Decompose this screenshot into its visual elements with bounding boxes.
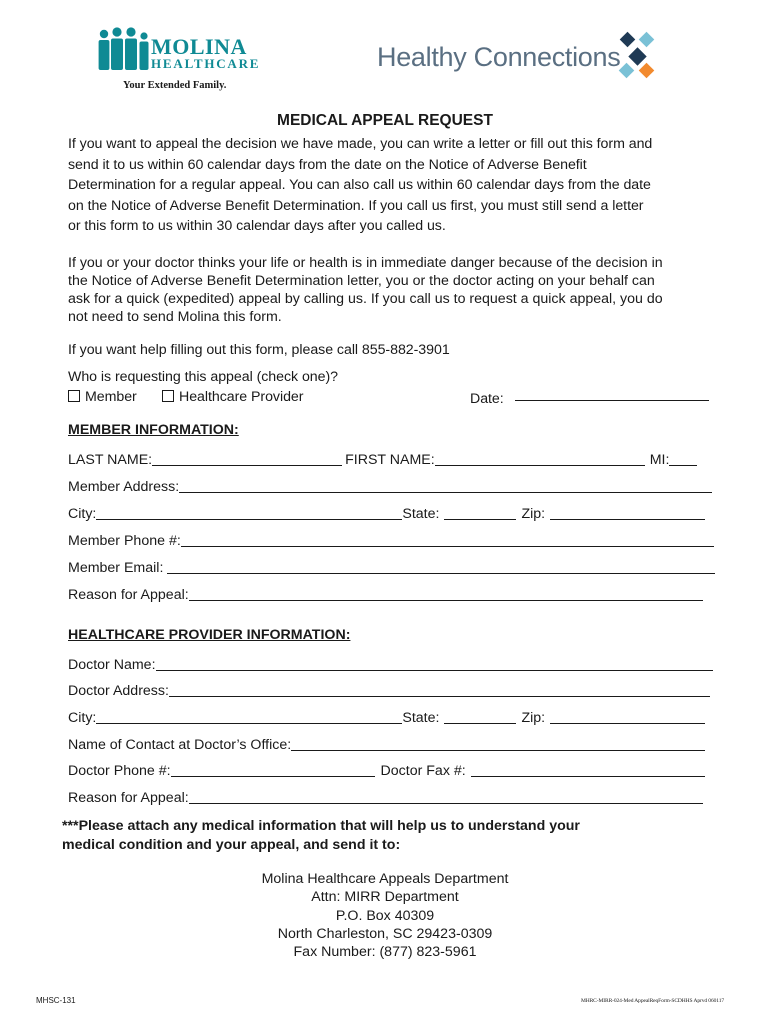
member-state-label: State: bbox=[402, 506, 440, 522]
member-info-heading: MEMBER INFORMATION: bbox=[68, 422, 239, 438]
doctor-state-input[interactable] bbox=[444, 710, 516, 724]
doctor-fax-label: Doctor Fax #: bbox=[380, 763, 466, 779]
doctor-zip-label: Zip: bbox=[521, 710, 546, 726]
member-email-row bbox=[68, 558, 715, 576]
first-name-input[interactable] bbox=[435, 452, 645, 466]
molina-people-icon bbox=[95, 26, 155, 74]
healthy-connections-wordmark: Healthy Connections bbox=[377, 42, 621, 72]
mailing-line: Fax Number: (877) 823-5961 bbox=[293, 944, 477, 961]
member-zip-input[interactable] bbox=[550, 506, 705, 520]
intro-p2-line: not need to send Molina this form. bbox=[68, 309, 282, 325]
doctor-phone-input[interactable] bbox=[171, 763, 375, 777]
attach-note-line: ***Please attach any medical information that will help us to understand your bbox=[62, 818, 580, 834]
member-zip-label: Zip: bbox=[521, 506, 546, 522]
doctor-state-label: State: bbox=[402, 710, 440, 726]
doctor-address-label: Doctor Address: bbox=[68, 683, 169, 699]
member-address-label: Member Address: bbox=[68, 479, 180, 495]
help-text: If you want help filling out this form, please call 855-882-3901 bbox=[68, 342, 450, 358]
intro-paragraph-1 bbox=[68, 134, 728, 237]
last-name-input[interactable] bbox=[152, 452, 342, 466]
last-name-label: LAST NAME: bbox=[68, 452, 153, 468]
intro-p1-line: or this form to us within 30 calendar days after you called us. bbox=[68, 218, 446, 234]
intro-p1-line: If you want to appeal the decision we have made, you can write a letter or fill out this form and bbox=[68, 136, 653, 152]
member-reason-input[interactable] bbox=[189, 587, 703, 601]
requester-question: Who is requesting this appeal (check one)? bbox=[68, 369, 338, 385]
mi-label: MI: bbox=[649, 452, 670, 468]
member-checkbox[interactable] bbox=[68, 390, 80, 402]
intro-p1-line: on the Notice of Adverse Benefit Determination. If you call us first, you must still send a letter bbox=[68, 197, 644, 214]
member-address-row bbox=[68, 477, 712, 495]
member-phone-input[interactable] bbox=[181, 533, 714, 547]
member-city-label: City: bbox=[68, 506, 97, 522]
provider-info-heading: HEALTHCARE PROVIDER INFORMATION: bbox=[68, 627, 351, 643]
mailing-address bbox=[0, 870, 770, 961]
member-reason-row bbox=[68, 585, 703, 603]
mailing-line: Molina Healthcare Appeals Department bbox=[261, 871, 509, 887]
doctor-fax-input[interactable] bbox=[471, 763, 705, 777]
doctor-city-input[interactable] bbox=[96, 710, 402, 724]
molina-subtitle: HEALTHCARE bbox=[151, 56, 261, 71]
attach-note bbox=[62, 817, 580, 855]
doctor-name-label: Doctor Name: bbox=[68, 657, 156, 673]
form-title: MEDICAL APPEAL REQUEST bbox=[277, 112, 493, 129]
intro-paragraph-2 bbox=[68, 254, 728, 326]
doctor-phone-fax-row bbox=[68, 761, 705, 779]
doctor-reason-row bbox=[68, 788, 703, 806]
doctor-reason-label: Reason for Appeal: bbox=[68, 790, 189, 806]
mi-input[interactable] bbox=[669, 452, 697, 466]
member-city-row bbox=[68, 504, 705, 522]
mailing-line: P.O. Box 40309 bbox=[335, 907, 435, 924]
doctor-address-input[interactable] bbox=[169, 683, 710, 697]
intro-p2-line: If you or your doctor thinks your life or health is in immediate danger because of the decision in bbox=[68, 255, 663, 271]
provider-option[interactable] bbox=[162, 387, 303, 408]
member-name-row bbox=[68, 450, 697, 468]
attach-note-line: medical condition and your appeal, and send it to: bbox=[62, 837, 401, 853]
member-reason-label: Reason for Appeal: bbox=[68, 587, 189, 603]
contact-row bbox=[68, 735, 705, 753]
member-phone-label: Member Phone #: bbox=[68, 533, 181, 549]
molina-logo bbox=[95, 26, 261, 98]
member-option-label: Member bbox=[85, 389, 137, 405]
contact-label: Name of Contact at Doctor’s Office: bbox=[68, 737, 292, 753]
provider-checkbox[interactable] bbox=[162, 390, 174, 402]
doctor-city-row bbox=[68, 708, 705, 726]
doctor-zip-input[interactable] bbox=[550, 710, 705, 724]
first-name-label: FIRST NAME: bbox=[345, 452, 435, 468]
mailing-line: North Charleston, SC 29423-0309 bbox=[277, 925, 493, 942]
member-email-label: Member Email: bbox=[68, 560, 164, 576]
provider-option-label: Healthcare Provider bbox=[179, 389, 304, 405]
healthy-connections-logo bbox=[377, 30, 662, 86]
member-option[interactable] bbox=[68, 387, 137, 408]
doctor-phone-label: Doctor Phone #: bbox=[68, 763, 171, 779]
molina-wordmark: MOLINA bbox=[151, 34, 247, 59]
molina-tagline: Your Extended Family. bbox=[123, 80, 227, 91]
member-address-input[interactable] bbox=[179, 479, 712, 493]
doctor-name-input[interactable] bbox=[156, 657, 713, 671]
member-state-input[interactable] bbox=[444, 506, 516, 520]
intro-p2-line: ask for a quick (expedited) appeal by calling us. If you call us to request a quick appeal, you do bbox=[68, 291, 663, 307]
member-city-input[interactable] bbox=[96, 506, 402, 520]
intro-p2-line: the Notice of Adverse Benefit Determination letter, you or the doctor acting on your behalf can bbox=[68, 273, 655, 289]
member-email-input[interactable] bbox=[167, 560, 715, 574]
mailing-line: Attn: MIRR Department bbox=[311, 889, 459, 906]
footer-form-code: MHSC-131 bbox=[36, 996, 76, 1005]
date-field bbox=[470, 387, 709, 410]
doctor-name-row bbox=[68, 655, 713, 673]
date-label: Date: bbox=[470, 391, 504, 407]
intro-p1-line: send it to us within 60 calendar days from the date on the Notice of Adverse Benefit bbox=[68, 156, 587, 173]
doctor-reason-input[interactable] bbox=[189, 790, 703, 804]
contact-input[interactable] bbox=[291, 737, 705, 751]
doctor-address-row bbox=[68, 681, 710, 699]
date-input[interactable] bbox=[515, 387, 709, 401]
intro-p1-line: Determination for a regular appeal. You can also call us within 60 calendar days from the date bbox=[68, 177, 651, 193]
footer-approval-code: MHRC-MIRR-024-Med AppealReqForm-SCDHHS Aprvd 060117 bbox=[580, 998, 724, 1004]
healthy-connections-x-icon bbox=[617, 30, 661, 82]
doctor-city-label: City: bbox=[68, 710, 97, 726]
member-phone-row bbox=[68, 531, 714, 549]
requester-options bbox=[68, 387, 728, 407]
